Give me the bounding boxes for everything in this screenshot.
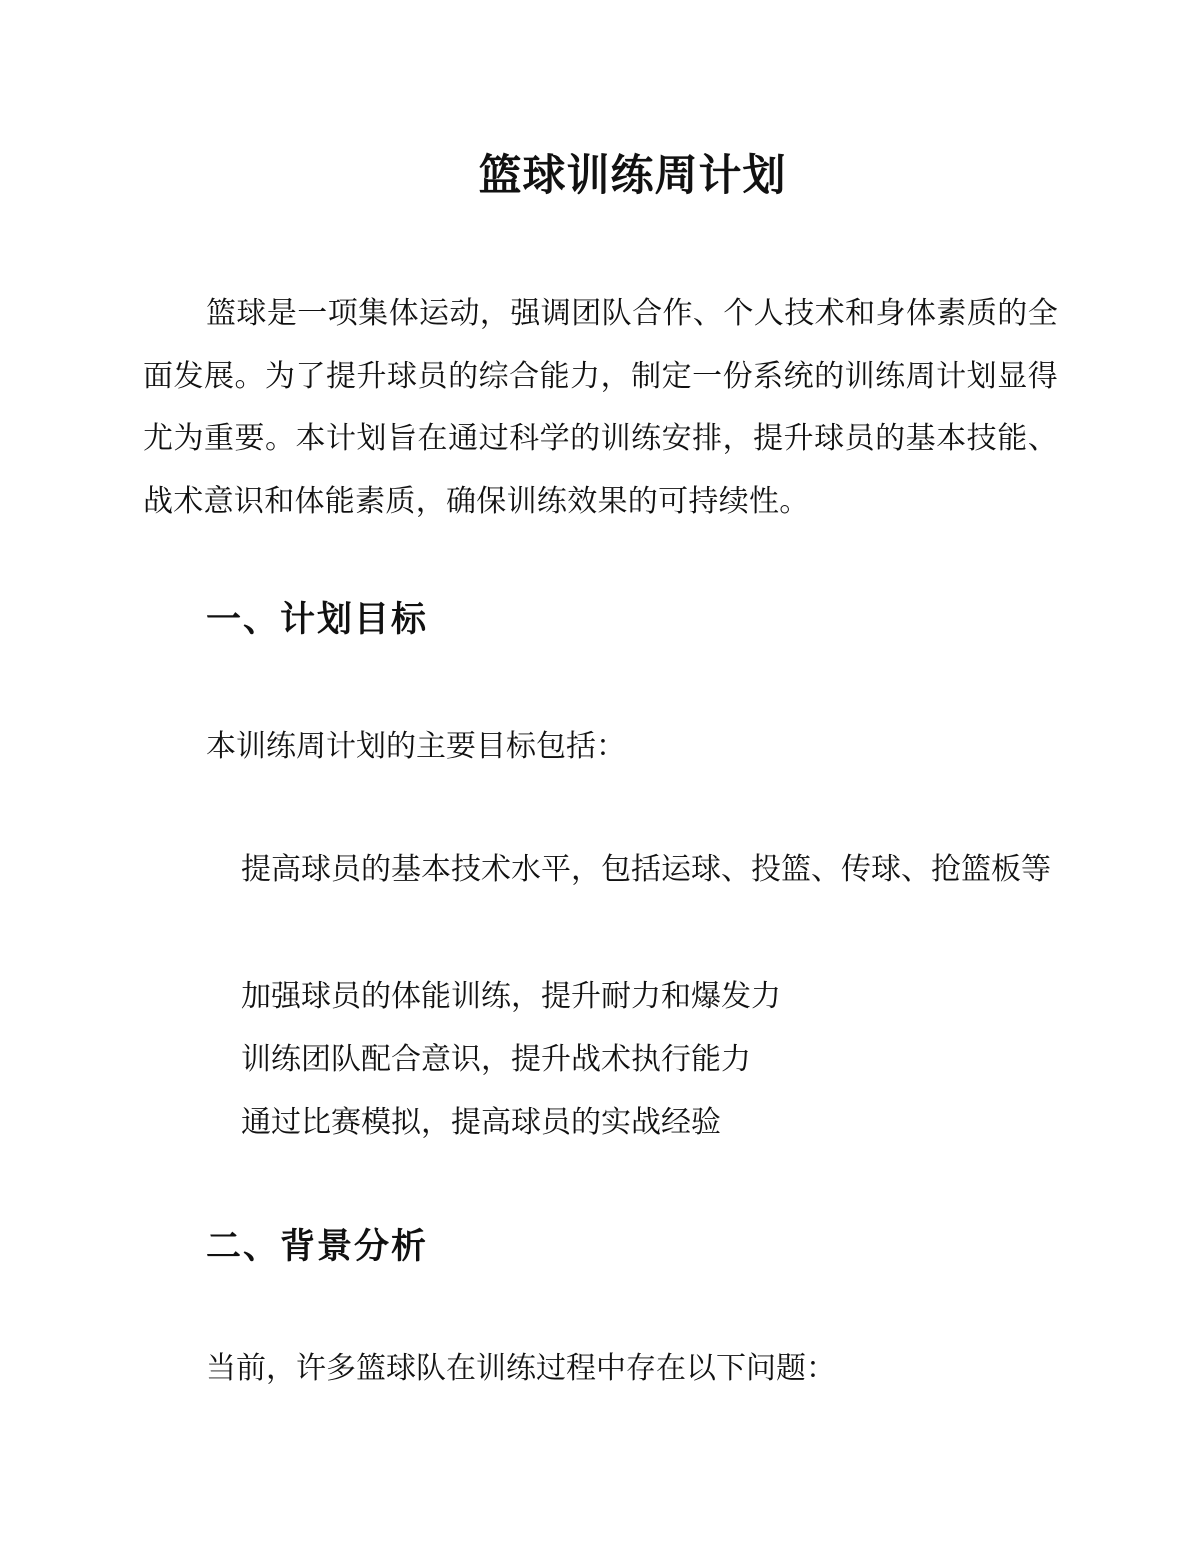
- list-item: 通过比赛模拟，提高球员的实战经验: [241, 1105, 721, 1140]
- document-title: 篮球训练周计划: [478, 151, 787, 201]
- background-lead-paragraph: 当前，许多篮球队在训练过程中存在以下问题：: [206, 1351, 836, 1386]
- goals-lead-paragraph: 本训练周计划的主要目标包括：: [206, 729, 626, 764]
- intro-paragraph: 篮球是一项集体运动，强调团队合作、个人技术和身体素质的全面发展。为了提升球员的综合能力，制定一份系统的训练周计划显得尤为重要。本计划旨在通过科学的训练安排，提升球员的基本技能、战术意识和体能素质，确保训练效果的可持续性。: [143, 296, 1058, 519]
- section-heading-goals: 一、计划目标: [206, 600, 429, 640]
- list-item: 训练团队配合意识，提升战术执行能力: [241, 1042, 751, 1077]
- list-item: 提高球员的基本技术水平，包括运球、投篮、传球、抢篮板等: [241, 852, 1051, 887]
- list-item: 加强球员的体能训练，提升耐力和爆发力: [241, 979, 781, 1014]
- section-heading-background: 二、背景分析: [206, 1227, 429, 1267]
